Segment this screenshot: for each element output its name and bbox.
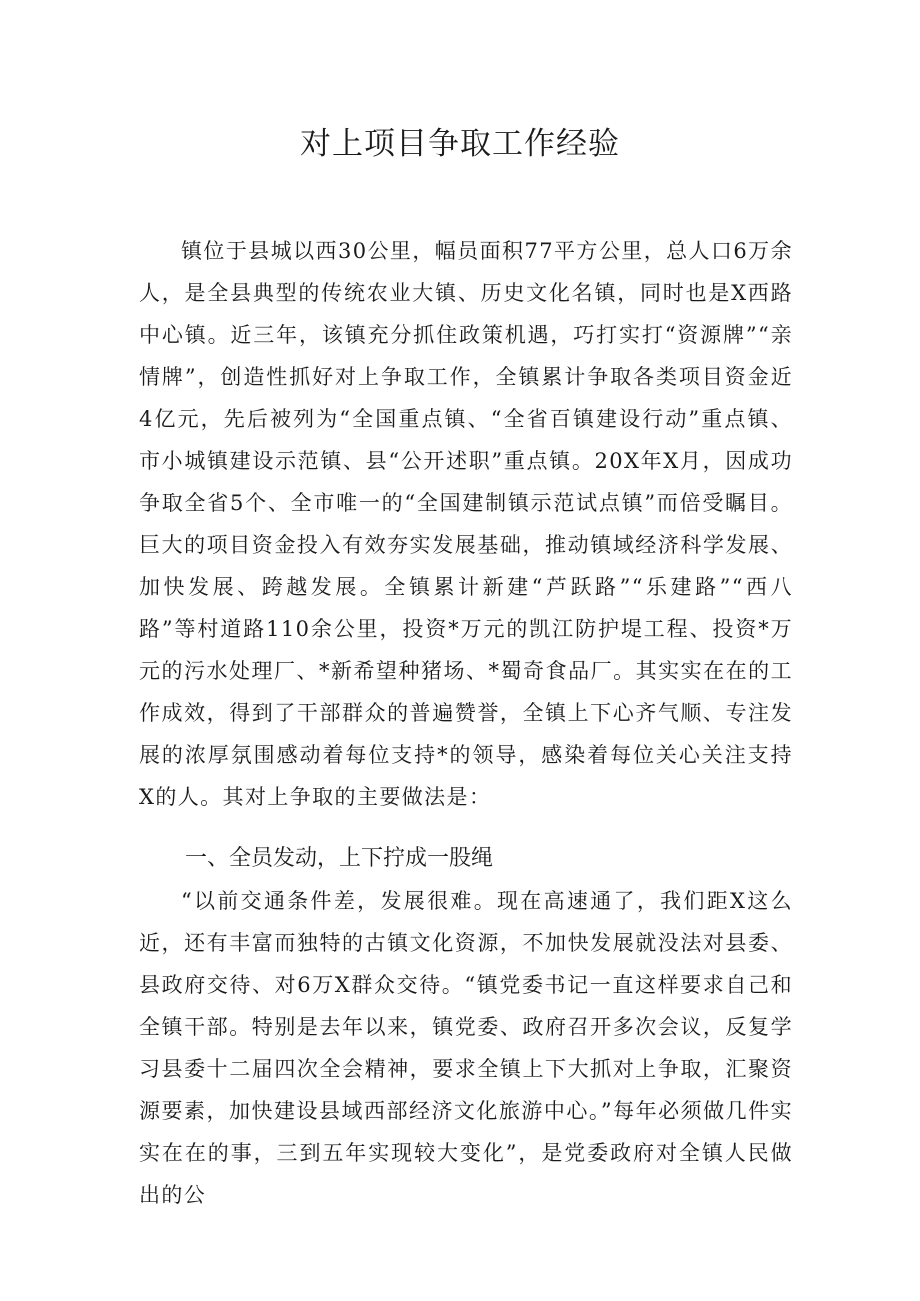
document-title: 对上项目争取工作经验 (300, 126, 620, 162)
body-paragraph-section-1: “以前交通条件差，发展很难。现在高速通了，我们距X这么近，还有丰富而独特的古镇文化资源，不加快发展就没法对县委、县政府交待、对6万X群众交待。“镇党委书记一直这样要求自己和全镇干部。特别是去年以来，镇党委、政府召开多次会议，反复学习县委十二届四次全会精神，要求全镇上下大抓对上争取，汇聚资源要素，加快建设县域西部经济文化旅游中心。”每年必须做几件实实在在的事，三到五年实现较大变化”，是党委政府对全镇人民做出的公 (139, 889, 793, 1207)
section-heading-1: 一、全员发动，上下拧成一股绳 (185, 846, 494, 871)
body-paragraph-intro: 镇位于县城以西30公里，幅员面积77平方公里，总人口6万余人，是全县典型的传统农业大镇、历史文化名镇，同时也是X西路中心镇。近三年，该镇充分抓住政策机遇，巧打实打“资源牌”“亲情牌”，创造性抓好对上争取工作，全镇累计争取各类项目资金近4亿元，先后被列为“全国重点镇、“全省百镇建设行动”重点镇、市小城镇建设示范镇、县“公开述职”重点镇。20X年X月，因成功争取全省5个、全市唯一的“全国建制镇示范试点镇”而倍受瞩目。巨大的项目资金投入有效夯实发展基础，推动镇域经济科学发展、加快发展、跨越发展。全镇累计新建“芦跃路”“乐建路”“西八路”等村道路110余公里，投资*万元的凯江防护堤工程、投资*万元的污水处理厂、*新希望种猪场、*蜀奇食品厂。其实实在在的工作成效，得到了干部群众的普遍赞誉，全镇上下心齐气顺、专注发展的浓厚氛围感动着每位支持*的领导，感染着每位关心关注支持X的人。其对上争取的主要做法是： (139, 239, 793, 809)
